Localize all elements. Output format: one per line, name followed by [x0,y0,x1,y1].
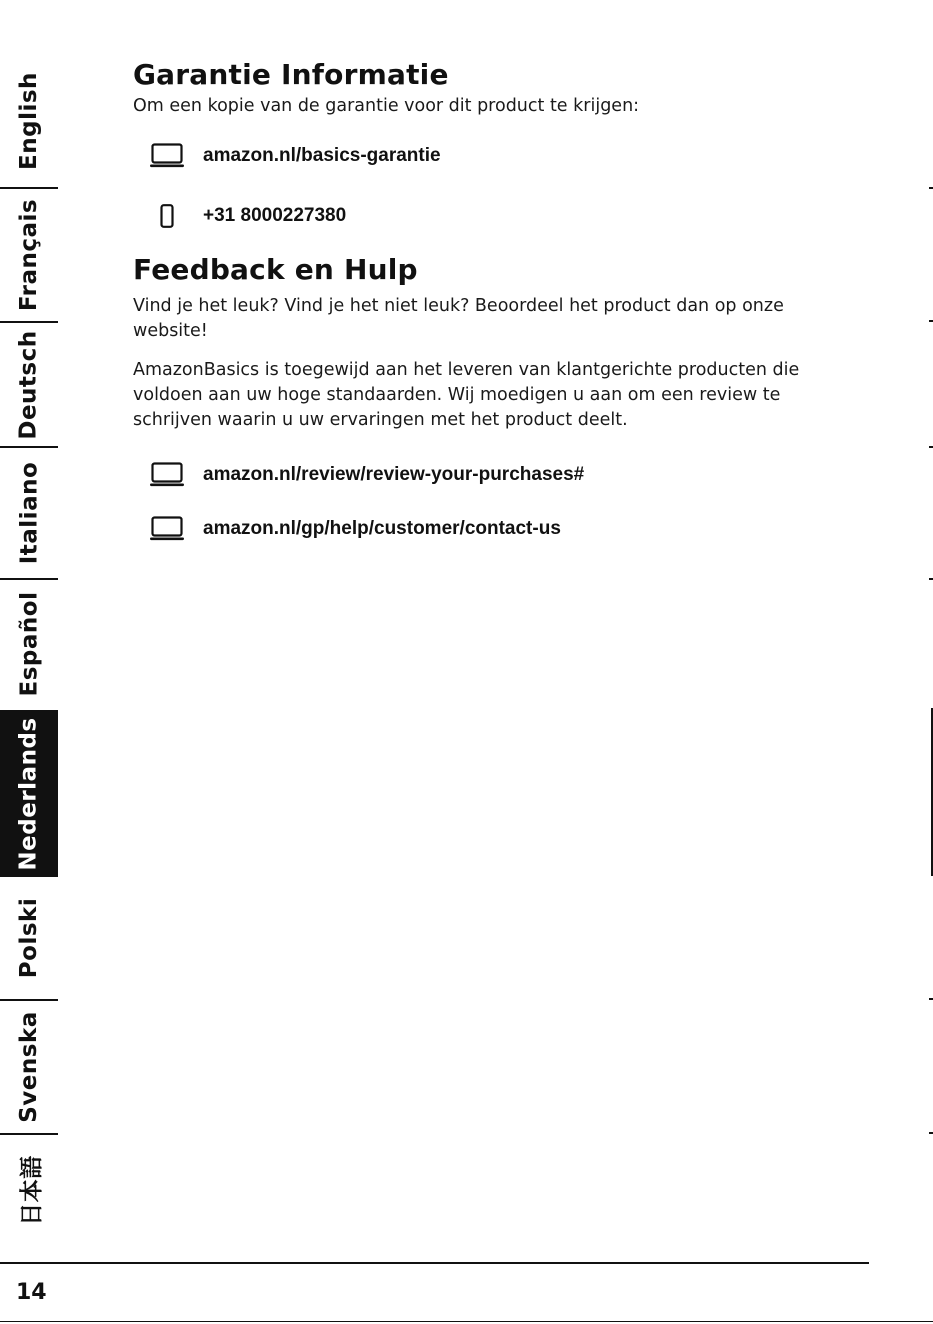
lang-tab-japanese[interactable] [0,1135,58,1245]
lang-tab-svenska[interactable] [0,1001,58,1133]
feedback-paragraph-2: AmazonBasics is toegewijd aan het leveren van klantgerichte producten die voldoen aan uw hoge standaarden. Wij moedigen u aan om een review te schrijven waarin u uw ervaringen met het product deelt. [133,360,800,430]
warranty-phone-row [133,199,853,233]
lang-tab-label: Deutsch [16,329,43,440]
warranty-title: Garantie Informatie [133,58,449,91]
lang-tab-label: 日本語 [18,1154,45,1226]
lang-tab-label: Italiano [16,461,43,565]
laptop-icon [131,516,203,542]
edge-tick [929,446,933,448]
lang-tab-deutsch[interactable] [0,323,58,446]
review-link[interactable]: amazon.nl/review/review-your-purchases# [203,464,585,485]
lang-tab-francais[interactable] [0,189,58,321]
feedback-paragraph-1: Vind je het leuk? Vind je het niet leuk? Beoordeel het product dan op onze website! [133,296,784,341]
lang-tab-label: Polski [16,897,43,979]
lang-tab-label: English [16,72,43,170]
edge-tick [929,998,933,1000]
lang-tab-label: Español [16,591,43,697]
lang-tab-english[interactable] [0,55,58,187]
lang-tab-label: Nederlands [16,716,42,871]
laptop-icon [131,143,203,169]
warranty-web-row [133,139,853,173]
page-content [133,58,853,546]
edge-tick [929,578,933,580]
lang-tab-espanol[interactable] [0,580,58,708]
bottom-border [0,1321,933,1322]
help-link[interactable]: amazon.nl/gp/help/customer/contact-us [203,518,561,539]
warranty-phone-number[interactable]: +31 8000227380 [203,205,347,226]
edge-tick [929,320,933,322]
lang-tab-label: Svenska [16,1011,43,1123]
help-link-row [133,512,853,546]
lang-tab-polski[interactable] [0,877,58,999]
warranty-web-link[interactable]: amazon.nl/basics-garantie [203,145,441,166]
page-number: 14 [16,1280,47,1305]
lang-tab-label: Français [16,198,42,312]
lang-tab-nederlands[interactable] [0,710,58,877]
footer-divider [0,1262,869,1264]
edge-tick [929,1132,933,1134]
feedback-title: Feedback en Hulp [133,253,418,286]
lang-tab-italiano[interactable] [0,448,58,578]
laptop-icon [131,462,203,488]
review-link-row [133,458,853,492]
warranty-intro: Om een kopie van de garantie voor dit product te krijgen: [133,96,640,116]
phone-icon [131,204,203,228]
edge-tick [929,187,933,189]
